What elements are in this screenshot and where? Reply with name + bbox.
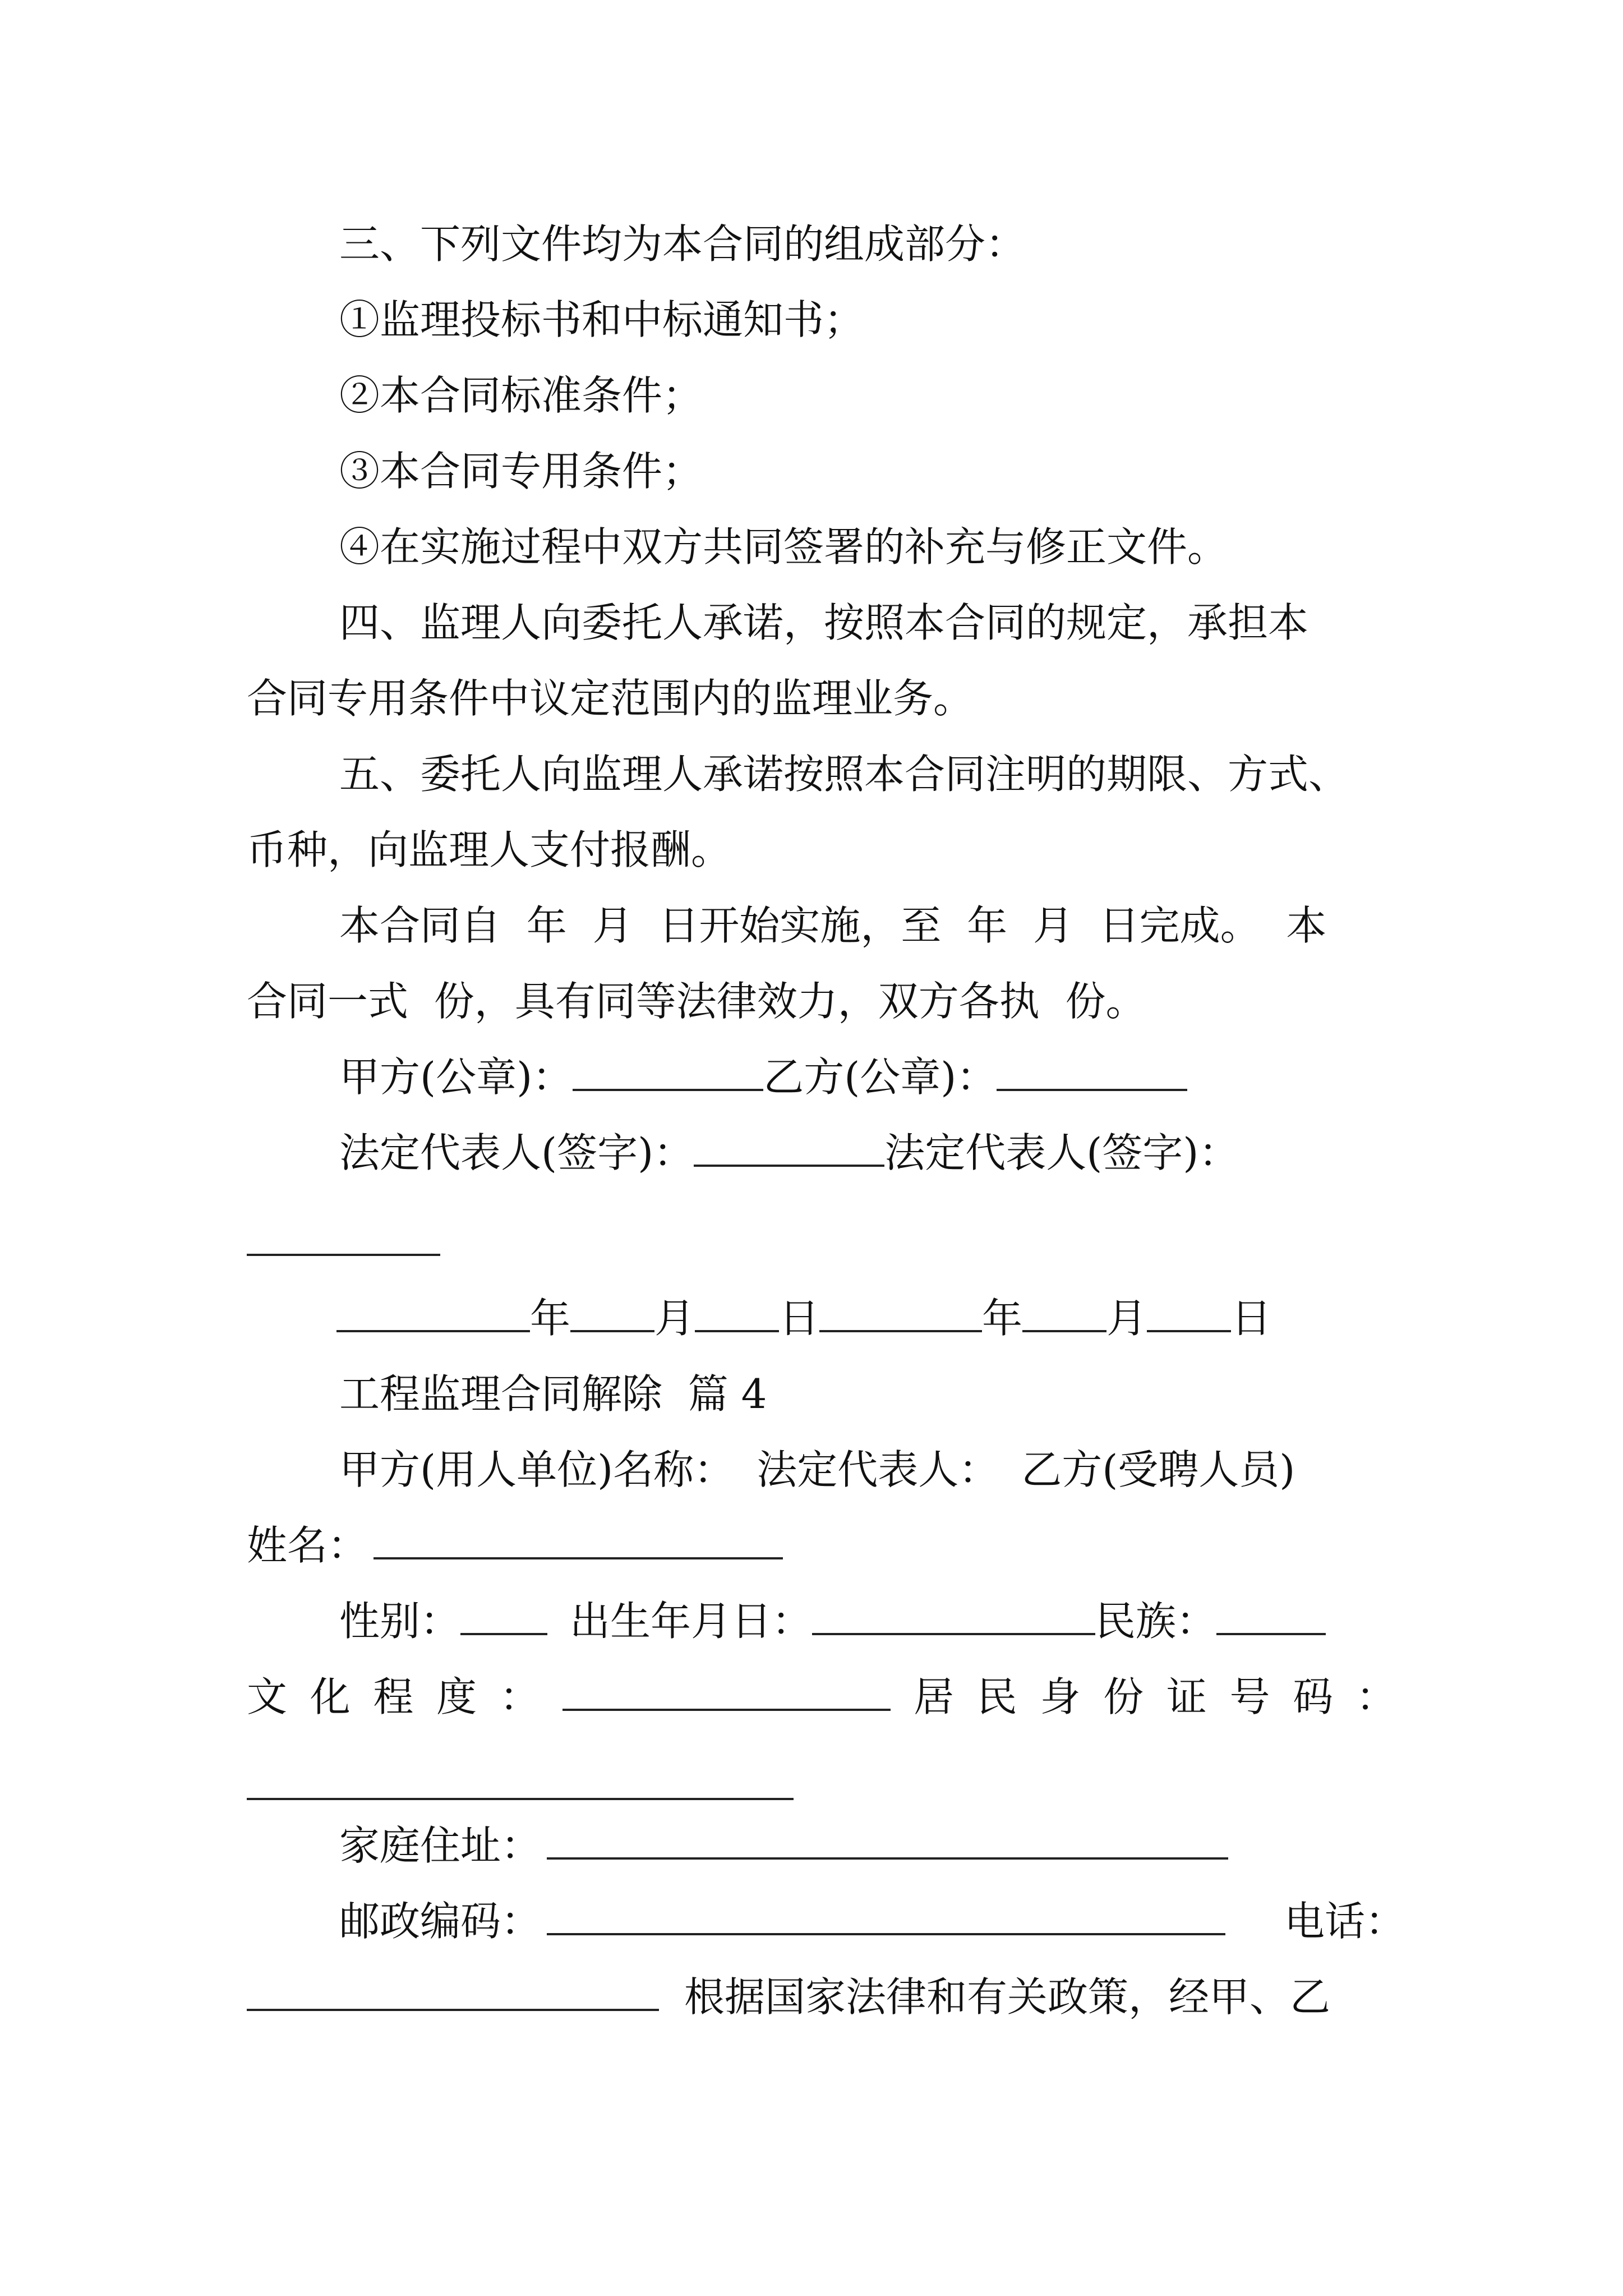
name-field[interactable] bbox=[374, 1524, 783, 1559]
party-a-seal-label: 甲方(公章)： bbox=[339, 1053, 573, 1101]
name-line bbox=[247, 1517, 783, 1573]
id-number-field[interactable] bbox=[247, 1798, 794, 1800]
id-char: 民 bbox=[976, 1673, 1017, 1720]
postcode-line bbox=[339, 1893, 1225, 1949]
clause-three-heading: 三、下列文件均为本合同的组成部分： bbox=[339, 220, 1026, 268]
date-year-blank[interactable] bbox=[819, 1296, 982, 1332]
paragraph-line: 本合同自 年 月 日开始实施，至 年 月 日完成。 本 bbox=[339, 902, 1327, 949]
party-b-rep-label: 法定代表人(签字)： bbox=[884, 1129, 1239, 1176]
signature-line bbox=[339, 1125, 1239, 1181]
year-label: 年 bbox=[982, 1295, 1023, 1342]
education-char: 文 bbox=[247, 1673, 288, 1720]
list-item: ④在实施过程中双方共同签署的补充与修正文件。 bbox=[339, 523, 1228, 570]
paragraph-line: 四、监理人向委托人承诺，按照本合同的规定，承担本 bbox=[339, 599, 1309, 646]
education-field[interactable] bbox=[562, 1675, 891, 1711]
id-char: 号 bbox=[1229, 1673, 1270, 1720]
month-label: 月 bbox=[1106, 1295, 1147, 1342]
closing-line bbox=[247, 1969, 1330, 2025]
postcode-field[interactable] bbox=[547, 1899, 1225, 1935]
party-a-seal-blank[interactable] bbox=[573, 1055, 763, 1091]
education-char: ： bbox=[499, 1673, 540, 1720]
gender-field[interactable] bbox=[460, 1599, 547, 1635]
ethnicity-field[interactable] bbox=[1216, 1599, 1326, 1635]
party-a-name-label: 甲方(用人单位)名称： bbox=[339, 1446, 735, 1493]
paragraph-line: 合同一式 份，具有同等法律效力，双方各执 份。 bbox=[247, 978, 1146, 1025]
list-item: ①监理投标书和中标通知书； bbox=[339, 296, 865, 343]
date-year-blank[interactable] bbox=[336, 1296, 530, 1332]
day-label: 日 bbox=[779, 1295, 820, 1342]
paragraph-line: 五、委托人向监理人承诺按照本合同注明的期限、方式、 bbox=[339, 751, 1349, 798]
date-month-blank[interactable] bbox=[570, 1296, 654, 1332]
date-day-blank[interactable] bbox=[695, 1296, 779, 1332]
id-char: 份 bbox=[1103, 1673, 1144, 1720]
party-a-rep-blank[interactable] bbox=[694, 1131, 884, 1167]
education-char: 程 bbox=[373, 1673, 414, 1720]
date-line bbox=[336, 1290, 1271, 1346]
section-title: 工程监理合同解除 篇 4 bbox=[339, 1370, 767, 1418]
birth-field[interactable] bbox=[812, 1599, 1095, 1635]
personal-info-line bbox=[339, 1593, 1326, 1649]
phone-field[interactable] bbox=[247, 1975, 659, 2011]
party-b-rep-blank[interactable] bbox=[247, 1254, 440, 1256]
phone-label: 电话： bbox=[1284, 1898, 1406, 1945]
address-label: 家庭住址： bbox=[339, 1822, 542, 1869]
id-char: 身 bbox=[1040, 1673, 1081, 1720]
list-item: ②本合同标准条件； bbox=[339, 372, 703, 419]
seal-line bbox=[339, 1049, 1187, 1105]
id-char: 码 bbox=[1293, 1673, 1334, 1720]
gender-label: 性别： bbox=[339, 1598, 461, 1645]
party-line bbox=[339, 1442, 1295, 1498]
day-label: 日 bbox=[1231, 1295, 1272, 1342]
legal-rep-label: 法定代表人： bbox=[757, 1446, 999, 1493]
party-b-label: 乙方(受聘人员) bbox=[1021, 1446, 1295, 1493]
name-label: 姓名： bbox=[247, 1522, 368, 1569]
party-a-rep-label: 法定代表人(签字)： bbox=[339, 1129, 694, 1176]
date-month-blank[interactable] bbox=[1022, 1296, 1106, 1332]
paragraph-line: 合同专用条件中议定范围内的监理业务。 bbox=[247, 675, 974, 722]
list-item: ③本合同专用条件； bbox=[339, 448, 703, 495]
paragraph-line: 币种，向监理人支付报酬。 bbox=[247, 826, 732, 873]
year-label: 年 bbox=[530, 1295, 571, 1342]
month-label: 月 bbox=[654, 1295, 695, 1342]
ethnicity-label: 民族： bbox=[1095, 1598, 1217, 1645]
education-char: 度 bbox=[436, 1673, 477, 1720]
postcode-label: 邮政编码： bbox=[339, 1898, 542, 1945]
date-day-blank[interactable] bbox=[1147, 1296, 1231, 1332]
party-b-seal-blank[interactable] bbox=[997, 1055, 1187, 1091]
education-id-line bbox=[247, 1669, 1396, 1725]
birth-label: 出生年月日： bbox=[570, 1598, 813, 1645]
closing-text: 根据国家法律和有关政策，经甲、乙 bbox=[684, 1973, 1331, 2021]
id-char: 居 bbox=[914, 1673, 955, 1720]
id-char: ： bbox=[1355, 1673, 1396, 1720]
education-char: 化 bbox=[310, 1673, 351, 1720]
party-b-seal-label: 乙方(公章)： bbox=[763, 1053, 997, 1101]
id-char: 证 bbox=[1166, 1673, 1207, 1720]
address-field[interactable] bbox=[547, 1824, 1228, 1860]
address-line bbox=[339, 1818, 1228, 1874]
